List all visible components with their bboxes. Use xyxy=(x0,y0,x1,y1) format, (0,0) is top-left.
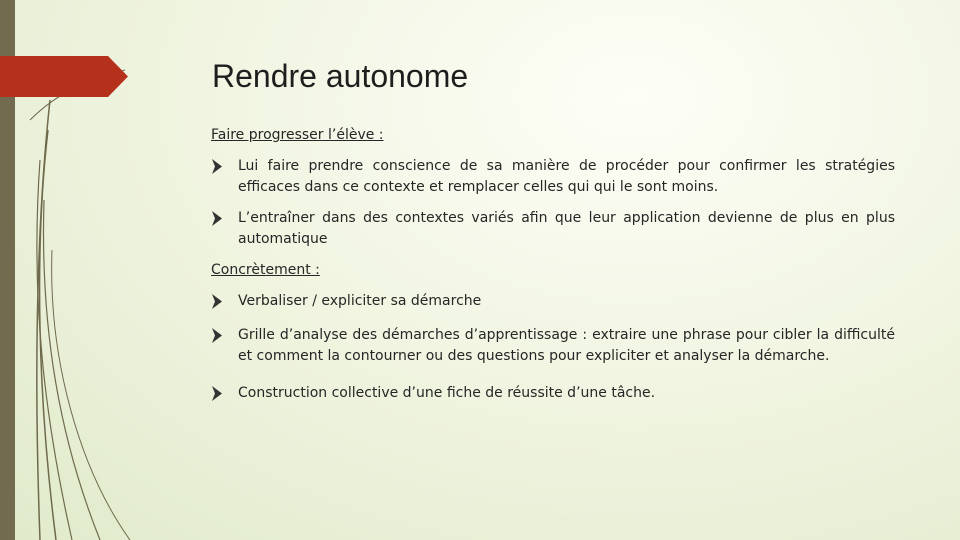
slide-title: Rendre autonome xyxy=(212,58,469,94)
bullet-item xyxy=(211,208,895,251)
bullet-text: Construction collective d’une fiche de réussite d’une tâche. xyxy=(238,384,656,401)
bullet-text: Lui faire prendre conscience de sa manière de procéder pour confirmer les stratégies efficaces dans ce contexte et remplacer celles qui qui le sont moins. xyxy=(238,157,895,195)
bullet-text: Grille d’analyse des démarches d’apprentissage : extraire une phrase pour cibler la difficulté et comment la contourner ou des questions pour expliciter et analyser la démarche. xyxy=(238,326,895,364)
arrow-bullet-icon xyxy=(211,208,225,229)
arrow-bullet-icon xyxy=(211,383,225,404)
arrow-bullet-icon xyxy=(211,156,225,177)
bullet-item xyxy=(211,325,895,368)
section-heading: Concrètement : xyxy=(211,261,320,278)
bullet-item xyxy=(211,291,895,313)
bullet-text: Verbaliser / expliciter sa démarche xyxy=(238,293,482,309)
bullet-item xyxy=(211,383,895,405)
section-heading: Faire progresser l’élève : xyxy=(211,127,384,143)
bullet-item xyxy=(211,156,895,199)
title-accent-tab xyxy=(0,56,128,97)
bullet-text: L’entraîner dans des contextes variés afin que leur application devienne de plus en plus automatique xyxy=(238,209,895,247)
arrow-bullet-icon xyxy=(211,325,225,346)
arrow-bullet-icon xyxy=(211,291,225,312)
slide-content xyxy=(211,125,895,404)
